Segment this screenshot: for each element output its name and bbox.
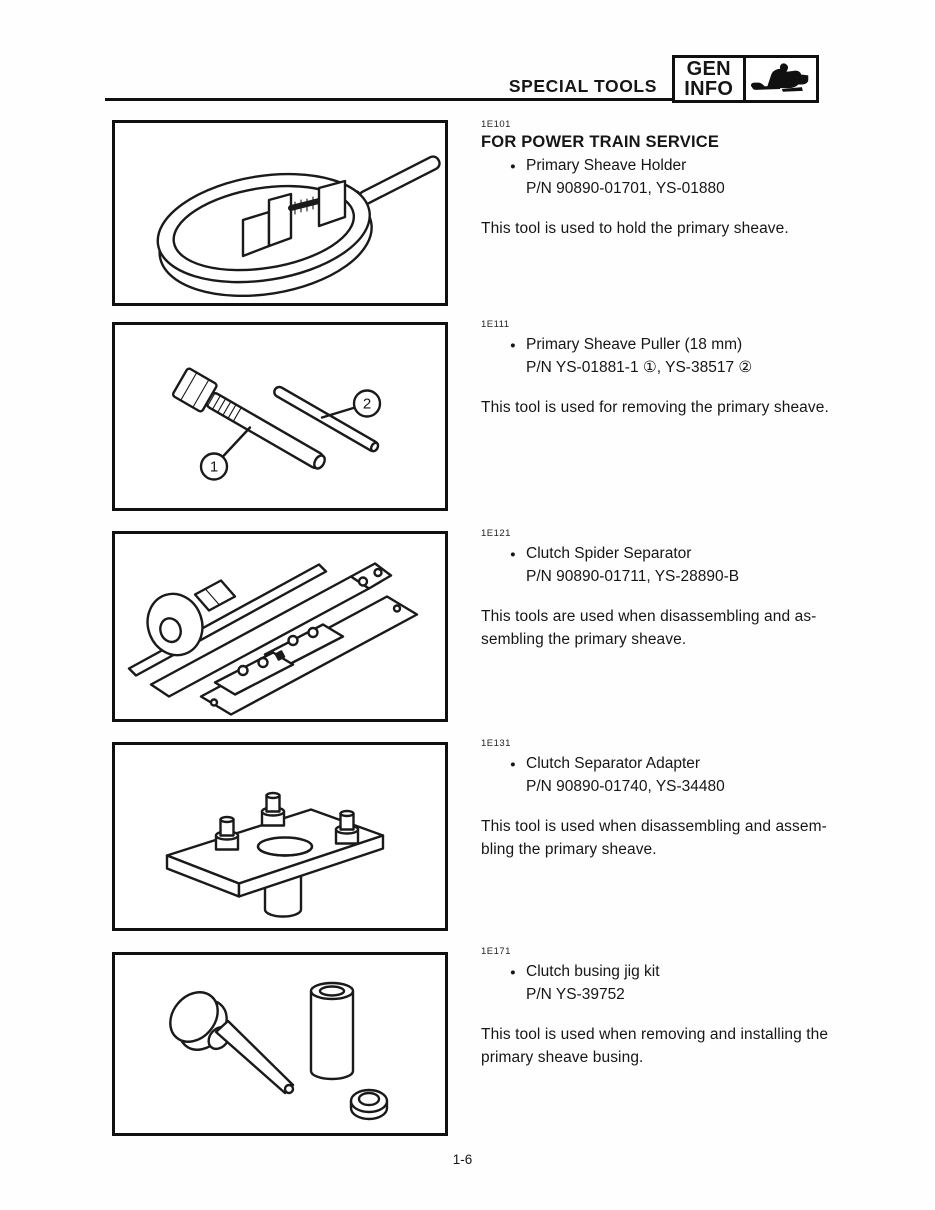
figure-clutch-spider-separator [112,531,448,722]
figure-clutch-separator-adapter [112,742,448,931]
callout-1: 1 [209,458,219,476]
primary-sheave-holder-illustration [115,123,445,303]
tool-name: ● Primary Sheave Puller (18 mm) [481,333,924,356]
tool-description: This tool is used to hold the primary sheave. [481,220,789,237]
tool-section [481,738,924,861]
tool-section [481,119,924,241]
tool-description: This tools are used when disassembling and as- sembling the primary sheave. [481,608,817,648]
figure-clutch-busing-jig-kit [112,952,448,1136]
tool-name: ● Clutch Spider Separator [481,542,924,565]
page-number: 1-6 [452,1152,473,1167]
tool-name: ● Clutch Separator Adapter [481,752,924,775]
tool-section [481,528,924,651]
page-title: SPECIAL TOOLS [508,76,657,96]
section-code: 1E171 [481,946,511,957]
tool-description: This tool is used for removing the primary sheave. [481,399,829,416]
part-number: P/N 90890-01740, YS-34480 [526,778,725,795]
tool-description: This tool is used when removing and installing the primary sheave busing. [481,1026,829,1066]
clutch-busing-jig-kit-illustration [115,955,445,1133]
tool-section [481,946,924,1069]
snowmobile-icon [746,58,817,100]
section-code: 1E121 [481,528,511,539]
badge-line-info: INFO [684,78,734,100]
primary-sheave-puller-illustration [115,325,445,508]
tool-name: ● Primary Sheave Holder [481,154,924,177]
part-number: P/N 90890-01701, YS-01880 [526,180,725,197]
section-code: 1E131 [481,738,511,749]
tool-description: This tool is used when disassembling and assem- bling the primary sheave. [481,818,827,858]
section-code: 1E111 [481,319,510,330]
tool-section [481,319,924,420]
callout-2: 2 [362,395,372,413]
part-number: P/N 90890-01711, YS-28890-B [526,568,740,585]
chapter-badge [672,55,819,103]
tool-name: ● Clutch busing jig kit [481,960,924,983]
part-number: P/N YS-01881-1 ①, YS-38517 ② [526,359,753,376]
figure-primary-sheave-puller [112,322,448,511]
header-rule [105,98,673,101]
badge-gen-info-label [675,58,746,100]
badge-line-gen: GEN [686,58,731,80]
figure-primary-sheave-holder [112,120,448,306]
section-code: 1E101 [481,119,511,130]
clutch-spider-separator-illustration [115,534,445,719]
clutch-separator-adapter-illustration [115,745,445,928]
part-number: P/N YS-39752 [526,986,625,1003]
section-heading: FOR POWER TRAIN SERVICE [481,133,720,151]
